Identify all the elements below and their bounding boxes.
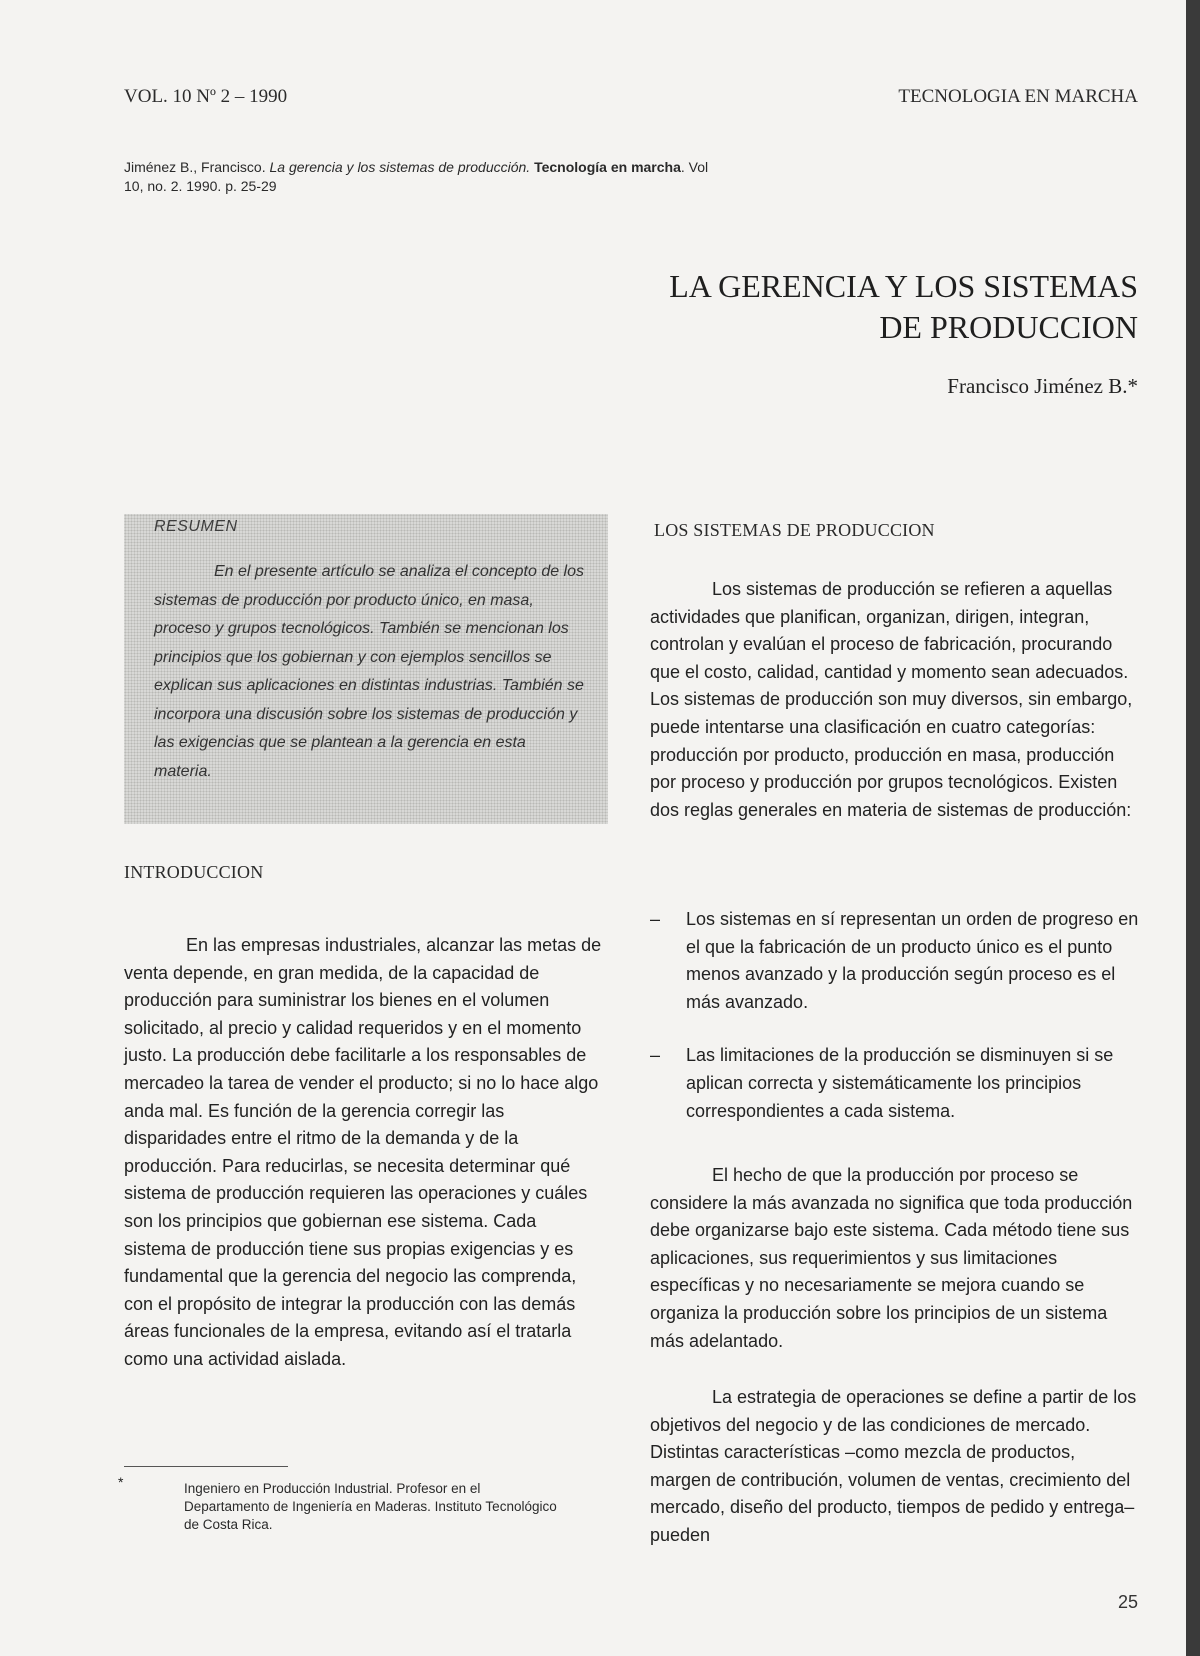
bullet-dash: – <box>650 909 661 929</box>
citation-authors: Jiménez B., Francisco. <box>124 159 266 175</box>
list-item <box>650 1042 1140 1125</box>
running-header-journal: TECNOLOGIA EN MARCHA <box>898 86 1138 107</box>
list-item-text: Las limitaciones de la producción se disminuyen si se aplican correcta y sistemáticamente los principios correspondientes a cada sistema. <box>686 1045 1114 1121</box>
citation-details: . Vol 10, no. 2. 1990. p. 25-29 <box>124 159 709 194</box>
production-systems-paragraph-1: Los sistemas de producción se refieren a aquellas actividades que planifican, organizan, dirigen, integran, controlan y evalúan el proceso de fabricación, procurando que el costo, calidad, cantidad y momento sean adecuados. Los sistemas de producción son muy diversos, sin embargo, puede intentarse una clasificación en cuatro categorías: producción por producto, producción en masa, producción por proceso y producción por grupos tecnológicos. Existen dos reglas generales en materia de sistemas de producción: <box>650 579 1133 820</box>
article-title <box>578 266 1138 348</box>
running-header-volume: VOL. 10 Nº 2 – 1990 <box>124 86 288 107</box>
citation-article-title: La gerencia y los sistemas de producción. <box>269 159 531 175</box>
list-item-text: Los sistemas en sí representan un orden de progreso en el que la fabricación de un producto único es el punto menos avanzado y la producción según proceso es el más avanzado. <box>686 909 1139 1012</box>
page-number: 25 <box>1117 1592 1138 1612</box>
abstract-heading: RESUMEN <box>154 518 238 535</box>
citation <box>124 158 724 196</box>
production-systems-heading: LOS SISTEMAS DE PRODUCCION <box>654 520 935 540</box>
footnote-rule <box>124 1466 288 1467</box>
introduction-paragraph: En las empresas industriales, alcanzar las metas de venta depende, en gran medida, de la capacidad de producción para suministrar los bienes en el volumen solicitado, al precio y calidad requeridos y en el momento justo. La producción debe facilitarle a los responsables de mercadeo la tarea de vender el producto; si no lo hace algo anda mal. Es función de la gerencia corregir las disparidades entre el ritmo de la demanda y de la producción. Para reducirlas, se necesita determinar qué sistema de producción requieren las operaciones y cuáles son los principios que gobiernan ese sistema. Cada sistema de producción tiene sus propias exigencias y es fundamental que la gerencia del negocio las comprenda, con el propósito de integrar la producción con las demás áreas funcionales de la empresa, evitando así el tratarla como una actividad aislada. <box>124 935 602 1369</box>
introduction-heading: INTRODUCCION <box>124 862 264 882</box>
abstract-text: En el presente artículo se analiza el concepto de los sistemas de producción por producto único, en masa, proceso y grupos tecnológicos. También se mencionan los principios que los gobiernan y con ejemplos sencillos se explican sus aplicaciones en distintas industrias. También se incorpora una discusión sobre los sistemas de producción y las exigencias que se plantean a la gerencia en esta materia. <box>154 563 585 780</box>
production-systems-paragraph-3: La estrategia de operaciones se define a partir de los objetivos del negocio y de las condiciones de mercado. Distintas características –como mezcla de productos, margen de contribución, volumen de ventas, crecimiento del mercado, diseño del producto, tiempos de pedido y entrega– pueden <box>650 1387 1137 1545</box>
list-item <box>650 906 1140 1016</box>
footnote-text: Ingeniero en Producción Industrial. Profesor en el Departamento de Ingeniería en Maderas. Instituto Tecnológico de Costa Rica. <box>184 1481 557 1532</box>
page-edge-shadow <box>1186 0 1200 1656</box>
article-title-line1: LA GERENCIA Y LOS SISTEMAS <box>669 268 1138 304</box>
production-rules-list <box>650 906 1140 1151</box>
article-author: Francisco Jiménez B.* <box>947 374 1138 398</box>
citation-journal: Tecnología en marcha <box>534 159 681 175</box>
abstract-box <box>124 514 608 824</box>
article-title-line2: DE PRODUCCION <box>879 309 1138 345</box>
footnote-marker: * <box>118 1474 124 1490</box>
bullet-dash: – <box>650 1045 661 1066</box>
production-systems-paragraph-2: El hecho de que la producción por proceso se considere la más avanzada no significa que toda producción debe organizarse bajo este sistema. Cada método tiene sus aplicaciones, sus requerimientos y sus limitaciones específicas y no necesariamente se mejora cuando se organiza la producción sobre los principios de un sistema más adelantado. <box>650 1165 1133 1351</box>
